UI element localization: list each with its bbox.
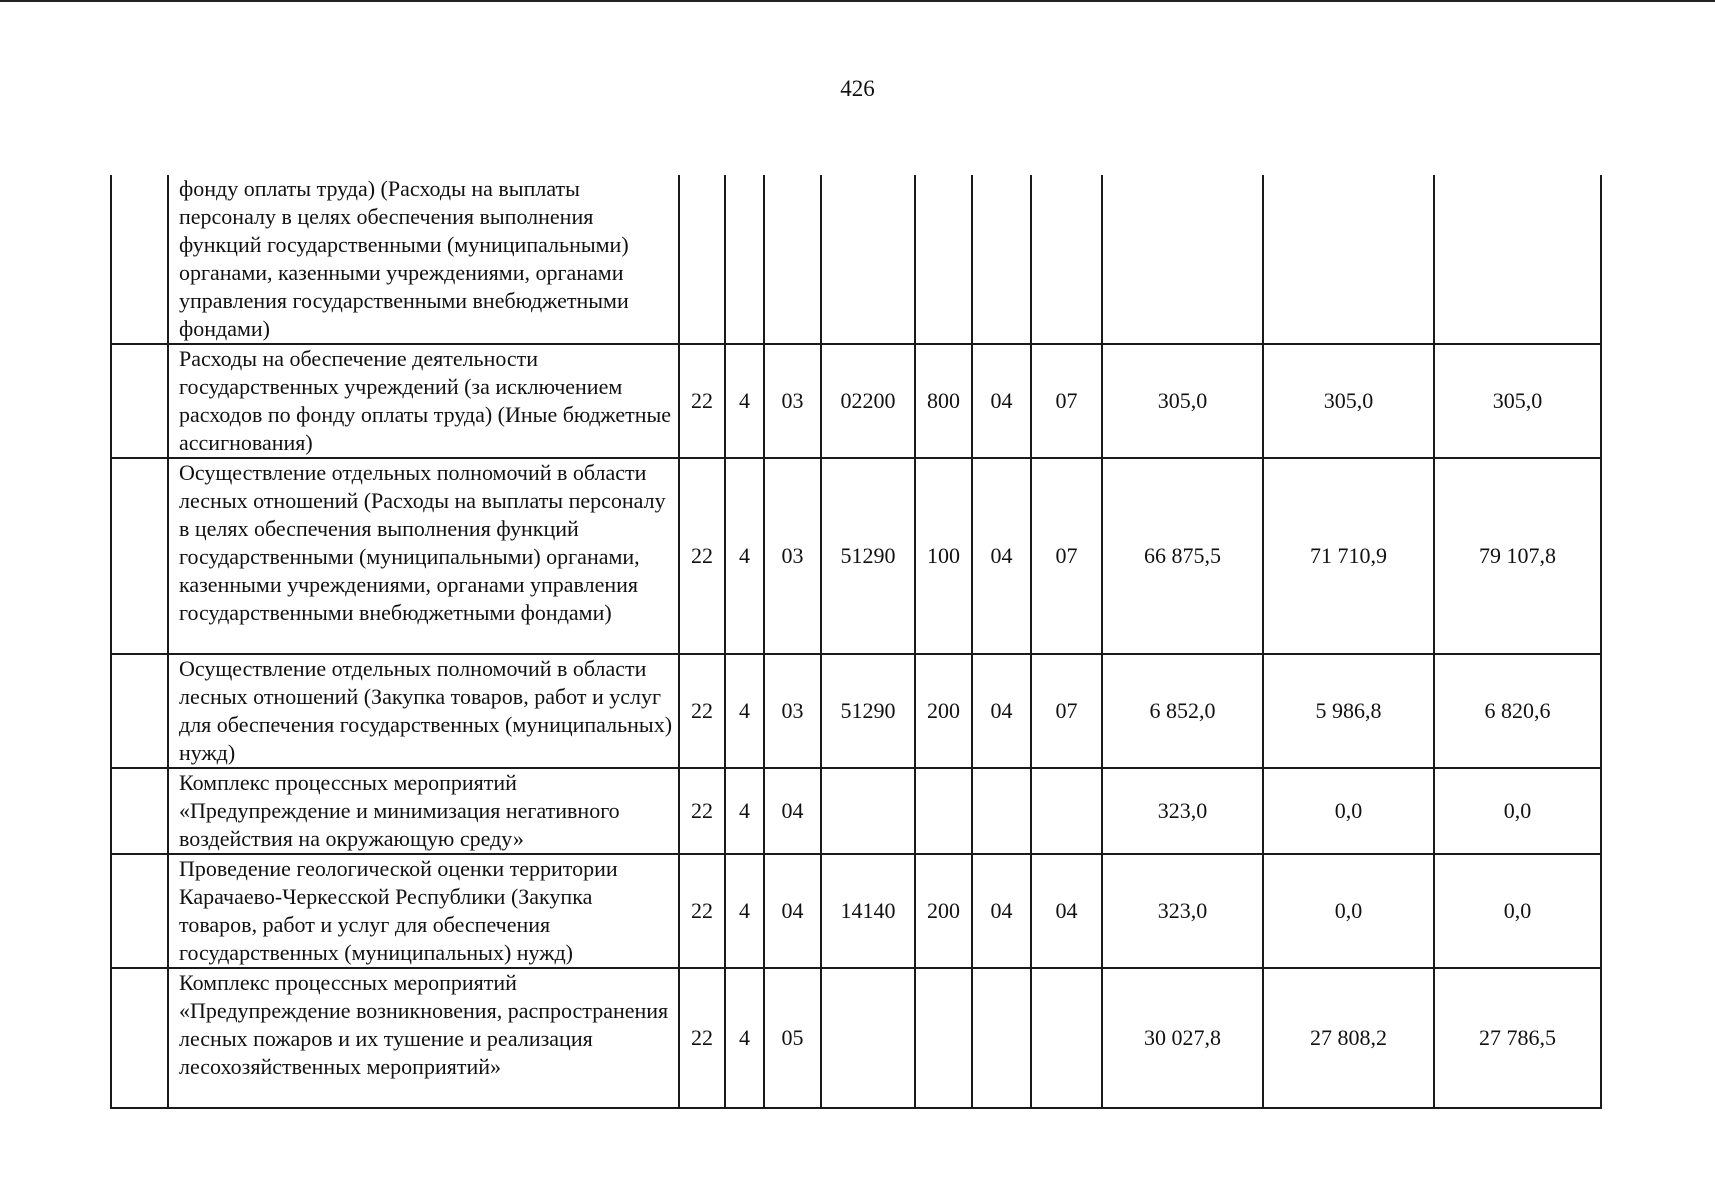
- amount-cell: 305,0: [1102, 344, 1263, 458]
- code-cell: 14140: [821, 854, 915, 968]
- code-cell: 4: [725, 854, 764, 968]
- code-cell: 02200: [821, 344, 915, 458]
- code-cell: 22: [679, 768, 725, 854]
- code-cell: 03: [764, 654, 821, 768]
- code-cell: 51290: [821, 458, 915, 654]
- description-cell: Расходы на обеспечение деятельности государственных учреждений (за исключением расходов по фонду оплаты труда) (Иные бюджетные ассигнования): [168, 344, 679, 458]
- row-number-cell: [111, 654, 168, 768]
- code-cell: [1031, 175, 1102, 344]
- code-cell: 04: [972, 854, 1031, 968]
- row-number-cell: [111, 968, 168, 1108]
- code-cell: 04: [972, 344, 1031, 458]
- row-number-cell: [111, 175, 168, 344]
- code-cell: 51290: [821, 654, 915, 768]
- code-cell: 05: [764, 968, 821, 1108]
- amount-cell: 305,0: [1434, 344, 1601, 458]
- code-cell: 04: [972, 458, 1031, 654]
- amount-cell: 27 808,2: [1263, 968, 1434, 1108]
- amount-cell: 71 710,9: [1263, 458, 1434, 654]
- code-cell: [972, 968, 1031, 1108]
- amount-cell: 0,0: [1434, 768, 1601, 854]
- amount-cell: 5 986,8: [1263, 654, 1434, 768]
- table-row: [111, 854, 1601, 968]
- code-cell: [1031, 968, 1102, 1108]
- amount-cell: [1102, 175, 1263, 344]
- code-cell: 4: [725, 458, 764, 654]
- code-cell: [821, 968, 915, 1108]
- description-cell: Комплекс процессных мероприятий «Предупреждение возникновения, распространения лесных пожаров и их тушение и реализация лесохозяйственных мероприятий»: [168, 968, 679, 1108]
- code-cell: 03: [764, 344, 821, 458]
- budget-table: [110, 175, 1602, 1109]
- code-cell: 4: [725, 768, 764, 854]
- code-cell: 22: [679, 968, 725, 1108]
- code-cell: 04: [1031, 854, 1102, 968]
- amount-cell: 79 107,8: [1434, 458, 1601, 654]
- description-cell: Проведение геологической оценки территории Карачаево-Черкесской Республики (Закупка товаров, работ и услуг для обеспечения государственных (муниципальных) нужд): [168, 854, 679, 968]
- code-cell: 03: [764, 458, 821, 654]
- amount-cell: 323,0: [1102, 768, 1263, 854]
- code-cell: [915, 968, 972, 1108]
- table-row: [111, 458, 1601, 654]
- code-cell: 4: [725, 968, 764, 1108]
- page-number: 426: [840, 76, 875, 101]
- code-cell: 04: [764, 768, 821, 854]
- table-row: [111, 344, 1601, 458]
- code-cell: 22: [679, 344, 725, 458]
- code-cell: 4: [725, 654, 764, 768]
- amount-cell: 0,0: [1263, 854, 1434, 968]
- table-row: [111, 968, 1601, 1108]
- code-cell: [764, 175, 821, 344]
- code-cell: 04: [972, 654, 1031, 768]
- amount-cell: 30 027,8: [1102, 968, 1263, 1108]
- table-row: [111, 175, 1601, 344]
- code-cell: 07: [1031, 344, 1102, 458]
- code-cell: 4: [725, 344, 764, 458]
- code-cell: 04: [764, 854, 821, 968]
- code-cell: [915, 175, 972, 344]
- code-cell: [821, 768, 915, 854]
- code-cell: [915, 768, 972, 854]
- code-cell: 22: [679, 854, 725, 968]
- code-cell: 07: [1031, 654, 1102, 768]
- amount-cell: [1434, 175, 1601, 344]
- row-number-cell: [111, 344, 168, 458]
- description-cell: Комплекс процессных мероприятий «Предупреждение и минимизация негативного воздействия на окружающую среду»: [168, 768, 679, 854]
- amount-cell: 6 820,6: [1434, 654, 1601, 768]
- table-row: [111, 654, 1601, 768]
- amount-cell: 323,0: [1102, 854, 1263, 968]
- code-cell: [725, 175, 764, 344]
- code-cell: 200: [915, 654, 972, 768]
- amount-cell: [1263, 175, 1434, 344]
- amount-cell: 6 852,0: [1102, 654, 1263, 768]
- row-number-cell: [111, 854, 168, 968]
- code-cell: 200: [915, 854, 972, 968]
- table-row: [111, 768, 1601, 854]
- code-cell: [1031, 768, 1102, 854]
- code-cell: [821, 175, 915, 344]
- row-number-cell: [111, 768, 168, 854]
- description-cell: Осуществление отдельных полномочий в области лесных отношений (Расходы на выплаты персоналу в целях обеспечения выполнения функций государственными (муниципальными) органами, казенными учреждениями, органами управления государственными внебюджетными фондами): [168, 458, 679, 654]
- code-cell: [972, 768, 1031, 854]
- code-cell: [679, 175, 725, 344]
- code-cell: 22: [679, 458, 725, 654]
- code-cell: 07: [1031, 458, 1102, 654]
- code-cell: [972, 175, 1031, 344]
- amount-cell: 27 786,5: [1434, 968, 1601, 1108]
- code-cell: 100: [915, 458, 972, 654]
- description-cell: фонду оплаты труда) (Расходы на выплаты персоналу в целях обеспечения выполнения функций государственными (муниципальными) органами, казенными учреждениями, органами управления государственными внебюджетными фондами): [168, 175, 679, 344]
- amount-cell: 0,0: [1434, 854, 1601, 968]
- top-border-line: [0, 0, 1715, 2]
- description-cell: Осуществление отдельных полномочий в области лесных отношений (Закупка товаров, работ и услуг для обеспечения государственных (муниципальных) нужд): [168, 654, 679, 768]
- row-number-cell: [111, 458, 168, 654]
- amount-cell: 305,0: [1263, 344, 1434, 458]
- amount-cell: 66 875,5: [1102, 458, 1263, 654]
- code-cell: 800: [915, 344, 972, 458]
- amount-cell: 0,0: [1263, 768, 1434, 854]
- code-cell: 22: [679, 654, 725, 768]
